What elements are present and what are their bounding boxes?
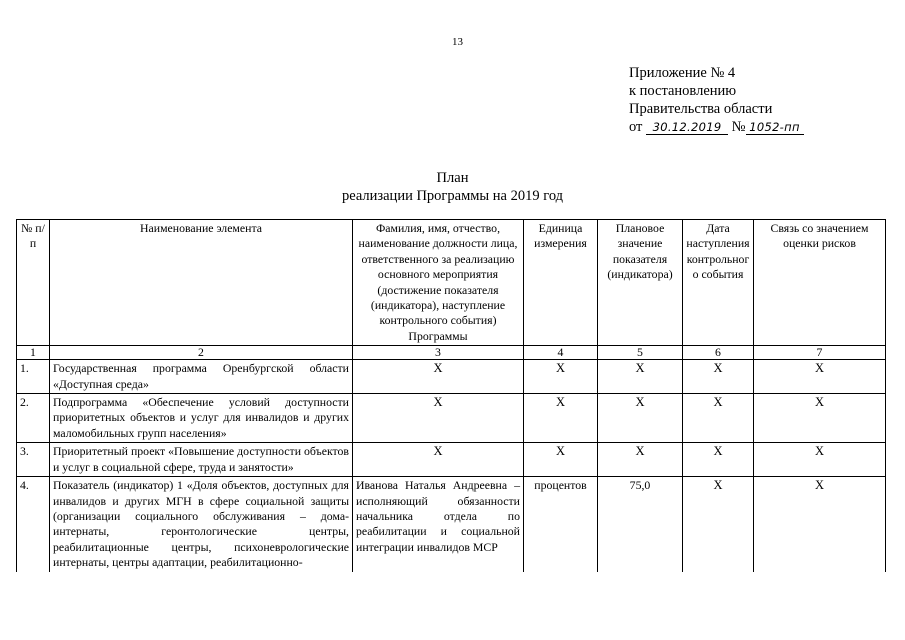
- row-name: Приоритетный проект «Повышение доступности объектов и услуг в социальной сфере, труда и занятости»: [50, 443, 353, 477]
- handwritten-date: 30.12.2019: [652, 120, 722, 134]
- header-planned-value: Плановое значение показателя (индикатора): [598, 220, 683, 346]
- row-date: X: [683, 477, 754, 572]
- number-prefix: №: [731, 119, 746, 135]
- column-number: 5: [598, 346, 683, 360]
- row-unit: процентов: [524, 477, 598, 572]
- row-unit: X: [524, 360, 598, 394]
- row-date: X: [683, 360, 754, 394]
- header-num: № п/п: [17, 220, 50, 346]
- table-row: [17, 360, 886, 394]
- row-num: 2.: [17, 394, 50, 443]
- header-unit: Единица измерения: [524, 220, 598, 346]
- row-responsible: X: [353, 394, 524, 443]
- column-number: 1: [17, 346, 50, 360]
- row-num: 3.: [17, 443, 50, 477]
- row-risk: X: [754, 477, 886, 572]
- row-planned: X: [598, 360, 683, 394]
- row-date: X: [683, 394, 754, 443]
- table-row: [17, 477, 886, 572]
- column-number: 6: [683, 346, 754, 360]
- appendix-date-line: [629, 118, 804, 136]
- appendix-block: [629, 64, 804, 136]
- appendix-line-3: Правительства области: [629, 101, 773, 117]
- plan-table: [16, 219, 886, 572]
- header-event-date: Дата наступления контрольного события: [683, 220, 754, 346]
- row-num: 4.: [17, 477, 50, 572]
- row-num: 1.: [17, 360, 50, 394]
- handwritten-number: 1052-пп: [749, 120, 800, 134]
- row-risk: X: [754, 443, 886, 477]
- column-number: 4: [524, 346, 598, 360]
- row-unit: X: [524, 443, 598, 477]
- document-subtitle: реализации Программы на 2019 год: [341, 188, 564, 204]
- appendix-line-2: к постановлению: [629, 83, 737, 99]
- document-title: План: [436, 170, 469, 186]
- table-row: [17, 443, 886, 477]
- row-responsible: Иванова Наталья Андреевна – исполняющий обязанности начальника отдела по реабилитации и социальной интеграции инвалидов МСР: [353, 477, 524, 572]
- row-name: Государственная программа Оренбургской области «Доступная среда»: [50, 360, 353, 394]
- row-responsible: X: [353, 443, 524, 477]
- column-numbers-row: [17, 346, 886, 360]
- column-number: 3: [353, 346, 524, 360]
- row-risk: X: [754, 394, 886, 443]
- header-responsible: Фамилия, имя, отчество, наименование должности лица, ответственного за реализацию основного мероприятия (достижение показателя (индикатора), наступление контрольного события) Программы: [353, 220, 524, 346]
- row-risk: X: [754, 360, 886, 394]
- header-element-name: Наименование элемента: [50, 220, 353, 346]
- date-prefix: от: [629, 119, 643, 135]
- header-risk-link: Связь со значением оценки рисков: [754, 220, 886, 346]
- table-row: [17, 394, 886, 443]
- row-planned: 75,0: [598, 477, 683, 572]
- page-number: 13: [452, 36, 463, 48]
- row-name: Показатель (индикатор) 1 «Доля объектов, доступных для инвалидов и других МГН в сфере социальной защиты (организации социального обслуживания – дома-интернаты, геронтологические центры, реабилитационные центры, психоневрологические интернаты, центры адаптации, реабилитационно-: [50, 477, 353, 572]
- column-number: 2: [50, 346, 353, 360]
- row-planned: X: [598, 443, 683, 477]
- row-unit: X: [524, 394, 598, 443]
- row-date: X: [683, 443, 754, 477]
- appendix-line-1: Приложение № 4: [629, 65, 736, 81]
- row-name: Подпрограмма «Обеспечение условий доступности приоритетных объектов и услуг для инвалидов и других маломобильных групп населения»: [50, 394, 353, 443]
- column-number: 7: [754, 346, 886, 360]
- row-responsible: X: [353, 360, 524, 394]
- row-planned: X: [598, 394, 683, 443]
- table-header-row: [17, 220, 886, 346]
